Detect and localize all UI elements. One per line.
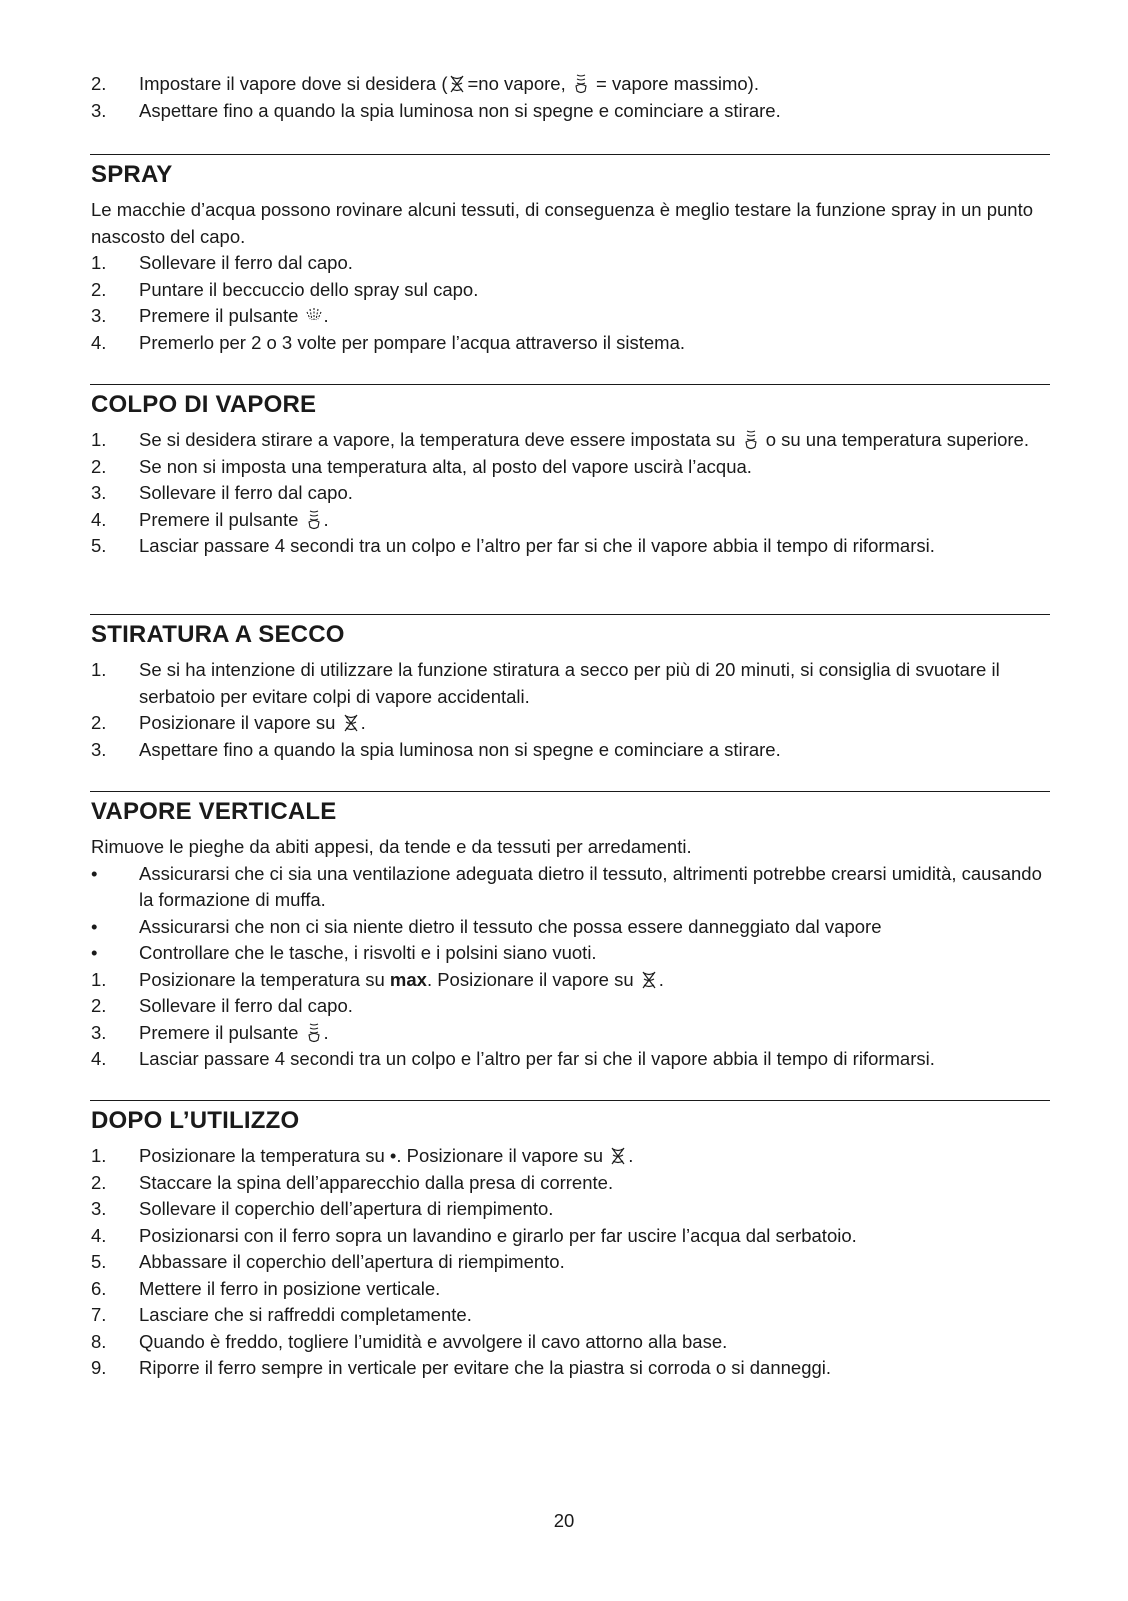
- item-text-part: = vapore massimo).: [590, 73, 759, 94]
- item-number: 2.: [91, 455, 107, 477]
- item-text: Abbassare il coperchio dell’apertura di riempimento.: [139, 1251, 565, 1272]
- item-number: 1.: [91, 968, 107, 990]
- item-text-part: .: [323, 508, 329, 530]
- item-number: 3.: [91, 738, 107, 760]
- item-text: Lasciar passare 4 secondi tra un colpo e l’altro per far si che il vapore abbia il tempo di riformarsi.: [139, 535, 935, 556]
- item-text-part: . Posizionare il vapore su: [426, 968, 639, 990]
- item-text: Sollevare il coperchio dell’apertura di riempimento.: [139, 1198, 554, 1219]
- list-item: [90, 710, 1050, 737]
- item-text: Quando è freddo, togliere l’umidità e avvolgere il cavo attorno alla base.: [139, 1330, 728, 1352]
- item-text: Controllare che le tasche, i risvolti e i polsini siano vuoti.: [139, 942, 597, 963]
- section-description: Le macchie d’acqua possono rovinare alcuni tessuti, di conseguenza è meglio testare la funzione spray in un punto nascosto del capo.: [91, 199, 1034, 247]
- steam-burst-icon: [306, 510, 322, 530]
- item-text: Aspettare fino a quando la spia luminosa non si spegne e cominciare a stirare.: [139, 99, 781, 121]
- no-steam-icon: [449, 74, 465, 94]
- item-text: [139, 71, 1050, 98]
- item-text: Premerlo per 2 o 3 volte per pompare l’acqua attraverso il sistema.: [139, 331, 686, 353]
- section-colpo-di-vapore: [90, 384, 1050, 560]
- item-number: 3.: [91, 1198, 107, 1219]
- item-text-part: .: [323, 305, 329, 326]
- item-text-part: o su una temperatura superiore.: [760, 429, 1029, 450]
- item-text: [139, 967, 1050, 994]
- page-number: 20: [553, 1510, 575, 1531]
- item-text: Puntare il beccuccio dello spray sul capo.: [139, 278, 479, 300]
- item-number: 2.: [91, 712, 107, 733]
- list-item: [90, 1223, 1050, 1250]
- item-number: 2.: [91, 73, 107, 94]
- list-item: [90, 1196, 1050, 1223]
- item-number: 5.: [91, 1251, 107, 1272]
- bullet-marker: •: [91, 942, 98, 963]
- spray-icon: [306, 306, 322, 326]
- item-text: [139, 303, 1050, 330]
- item-text: [139, 1143, 1050, 1170]
- no-steam-icon: [610, 1146, 626, 1166]
- item-number: 5.: [91, 535, 107, 556]
- item-text: Sollevare il ferro dal capo.: [139, 252, 353, 273]
- item-text-part: .: [628, 1145, 634, 1166]
- section-stiratura-a-secco: [90, 614, 1050, 763]
- item-number: 3.: [91, 482, 107, 503]
- item-text: Se si ha intenzione di utilizzare la funzione stiratura a secco per più di 20 minuti, si consiglia di svuotare il serbatoio per evitare colpi di vapore accidentali.: [139, 659, 1000, 707]
- item-number: 3.: [91, 99, 107, 121]
- bullet-item: [90, 914, 1050, 941]
- list-item: [90, 507, 1050, 534]
- section-dopo-utilizzo: [90, 1100, 1050, 1382]
- section-title: COLPO DI VAPORE: [91, 391, 317, 418]
- section-divider: [90, 384, 1050, 385]
- section-divider: [90, 614, 1050, 615]
- item-text: Assicurarsi che non ci sia niente dietro il tessuto che possa essere danneggiato dal vapore: [139, 915, 882, 937]
- item-number: 2.: [91, 995, 107, 1016]
- list-item: [90, 454, 1050, 481]
- list-item: [90, 1302, 1050, 1329]
- item-text-part: .: [323, 1021, 329, 1043]
- item-text: Mettere il ferro in posizione verticale.: [139, 1277, 441, 1299]
- list-item: [90, 277, 1050, 304]
- section-divider: [90, 154, 1050, 155]
- item-text-part: . Posizionare il vapore su: [396, 1145, 609, 1166]
- steam-burst-icon: [306, 1023, 322, 1043]
- item-text: [139, 710, 1050, 737]
- item-text: Posizionarsi con il ferro sopra un lavandino e girarlo per far uscire l’acqua dal serbatoio.: [139, 1224, 857, 1246]
- no-steam-icon: [641, 970, 657, 990]
- list-item: [90, 427, 1050, 454]
- list-item: [90, 480, 1050, 507]
- list-item: [90, 1276, 1050, 1303]
- item-number: 8.: [91, 1330, 107, 1352]
- section-vapore-verticale: [90, 791, 1050, 1073]
- item-text: Aspettare fino a quando la spia luminosa non si spegne e cominciare a stirare.: [139, 738, 781, 760]
- list-item: [90, 657, 1050, 710]
- item-text-part: .: [360, 712, 366, 733]
- item-number: 4.: [91, 508, 107, 530]
- section-title: DOPO L’UTILIZZO: [91, 1107, 300, 1134]
- list-item: [90, 1170, 1050, 1197]
- item-text: Sollevare il ferro dal capo.: [139, 482, 353, 503]
- item-text: Sollevare il ferro dal capo.: [139, 995, 353, 1016]
- item-text-part: =no vapore,: [467, 73, 571, 94]
- section-title: STIRATURA A SECCO: [91, 621, 345, 648]
- item-text: Assicurarsi che ci sia una ventilazione adeguata dietro il tessuto, altrimenti potrebbe crearsi umidità, causando la formazione di muffa.: [139, 862, 1042, 910]
- item-text-part: Premere il pulsante: [139, 508, 304, 530]
- item-number: 9.: [91, 1357, 107, 1378]
- item-number: 1.: [91, 1145, 107, 1166]
- list-item: [90, 1249, 1050, 1276]
- item-text-part: Posizionare la temperatura su: [139, 968, 390, 990]
- list-item: [90, 71, 1050, 98]
- item-text: Staccare la spina dell’apparecchio dalla presa di corrente.: [139, 1171, 614, 1193]
- bold-value: max: [389, 968, 427, 990]
- item-text-part: Posizionare il vapore su: [139, 712, 341, 733]
- list-item: [90, 330, 1050, 357]
- list-item: [90, 250, 1050, 277]
- bullet-item: [90, 940, 1050, 967]
- bullet-marker: •: [91, 862, 98, 884]
- item-number: 2.: [91, 1171, 107, 1193]
- item-number: 4.: [91, 1224, 107, 1246]
- list-item: [90, 1329, 1050, 1356]
- item-text: [139, 427, 1050, 454]
- item-text: Se non si imposta una temperatura alta, al posto del vapore uscirà l’acqua.: [139, 455, 752, 477]
- list-item: [90, 1355, 1050, 1382]
- item-number: 1.: [91, 429, 107, 450]
- section-divider: [90, 791, 1050, 792]
- item-text-part: .: [658, 968, 664, 990]
- item-number: 7.: [91, 1304, 107, 1325]
- item-number: 1.: [91, 659, 107, 680]
- no-steam-icon: [343, 713, 359, 733]
- max-steam-icon: [573, 74, 589, 94]
- item-text-part: Posizionare la temperatura su: [139, 1145, 390, 1166]
- item-text: Lasciar passare 4 secondi tra un colpo e l’altro per far si che il vapore abbia il tempo di riformarsi.: [139, 1048, 935, 1069]
- item-number: 3.: [91, 1021, 107, 1043]
- list-item: [90, 1046, 1050, 1073]
- section-spray: [90, 154, 1050, 356]
- list-item: [90, 737, 1050, 764]
- item-text: [139, 507, 1050, 534]
- list-item: [90, 98, 1050, 125]
- list-item: [90, 533, 1050, 560]
- item-number: 1.: [91, 252, 107, 273]
- list-item: [90, 993, 1050, 1020]
- list-item: [90, 967, 1050, 994]
- item-text-part: Premere il pulsante: [139, 1021, 304, 1043]
- bullet-marker: •: [91, 915, 98, 937]
- list-item: [90, 1143, 1050, 1170]
- bullet-item: [90, 861, 1050, 914]
- section-title: VAPORE VERTICALE: [91, 798, 337, 825]
- intro-list: [90, 71, 1050, 124]
- item-number: 4.: [91, 331, 107, 353]
- item-text-part: Impostare il vapore dove si desidera (: [139, 73, 448, 94]
- item-number: 2.: [91, 278, 107, 300]
- item-number: 6.: [91, 1277, 107, 1299]
- section-description: Rimuove le pieghe da abiti appesi, da tende e da tessuti per arredamenti.: [91, 836, 692, 857]
- list-item: [90, 303, 1050, 330]
- item-text: [139, 1020, 1050, 1047]
- item-text: Lasciare che si raffreddi completamente.: [139, 1304, 472, 1325]
- item-text-part: Se si desidera stirare a vapore, la temperatura deve essere impostata su: [139, 429, 741, 450]
- item-number: 3.: [91, 305, 107, 326]
- item-text: Riporre il ferro sempre in verticale per evitare che la piastra si corroda o si danneggi.: [139, 1357, 832, 1378]
- item-number: 4.: [91, 1048, 107, 1069]
- section-divider: [90, 1100, 1050, 1101]
- item-text-part: Premere il pulsante: [139, 305, 304, 326]
- list-item: [90, 1020, 1050, 1047]
- temperature-dot-icon: •: [389, 1145, 397, 1166]
- section-title: SPRAY: [91, 161, 173, 188]
- max-steam-icon: [743, 430, 759, 450]
